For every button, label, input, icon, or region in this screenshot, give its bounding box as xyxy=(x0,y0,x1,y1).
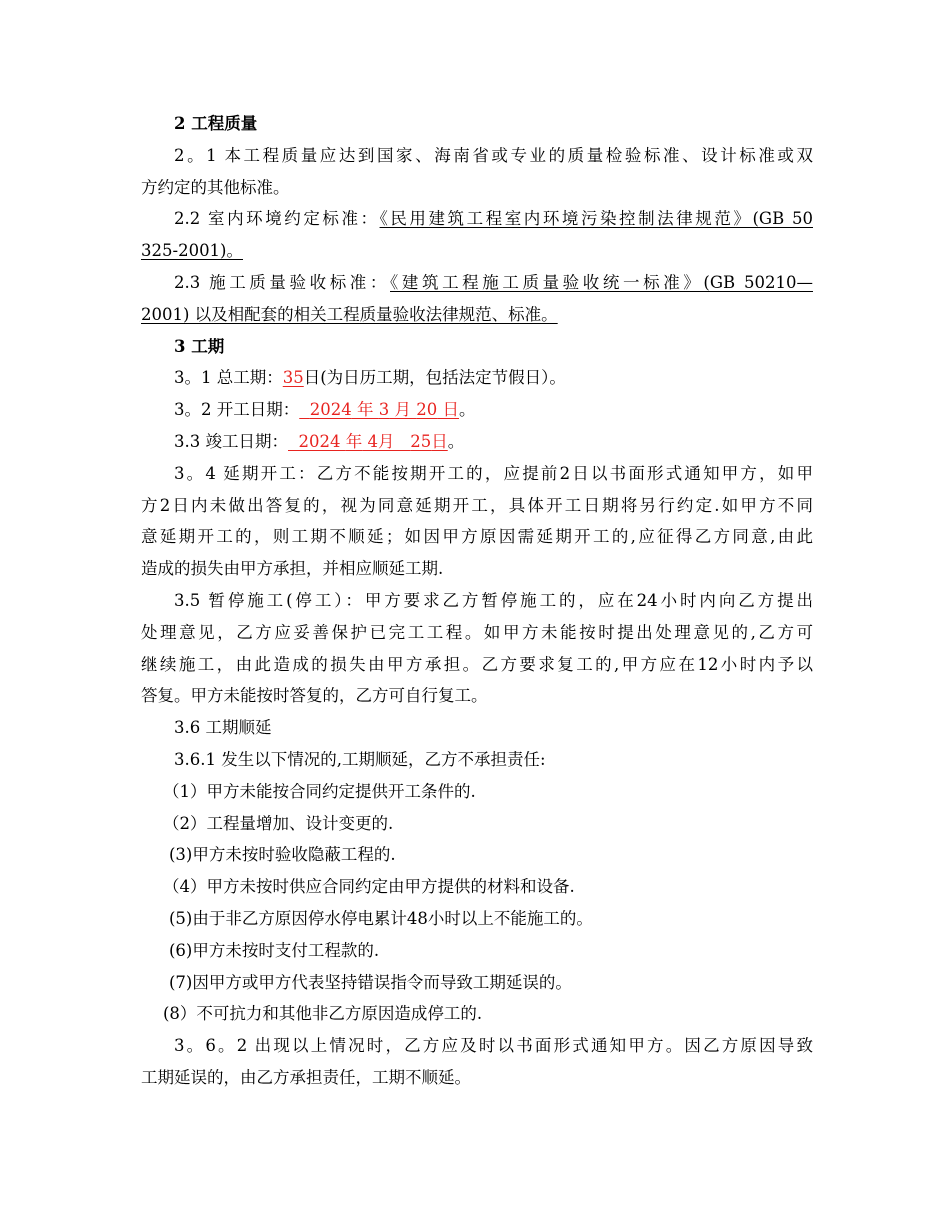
start-day: 20 xyxy=(416,400,438,420)
list-item-4: （4）甲方未按时供应合同约定由甲方提供的材料和设备. xyxy=(163,877,575,897)
list-item-2: （2）工程量增加、设计变更的. xyxy=(163,813,394,833)
clause-2-3-label: 2.3 施工质量验收标准： xyxy=(174,272,391,292)
list-item-5: (5)由于非乙方原因停水停电累计48小时以上不能施工的。 xyxy=(169,908,593,928)
clause-2-3-line2 xyxy=(141,299,813,331)
clause-3-6: 3.6 工期顺延 xyxy=(174,718,272,738)
clause-3-1 xyxy=(141,362,813,394)
end-year-unit: 年 xyxy=(345,431,363,451)
clause-3-6-1: 3.6.1 发生以下情况的,工期顺延，乙方不承担责任: xyxy=(174,749,546,769)
list-item-3: (3)甲方未按时验收隐蔽工程的. xyxy=(169,845,396,865)
list-item-8: (8）不可抗力和其他非乙方原因造成停工的. xyxy=(163,1004,483,1024)
start-month: 3 xyxy=(378,400,390,420)
end-month: 4 xyxy=(367,431,378,451)
start-year: 2024 xyxy=(309,400,352,420)
clause-2-1-line2: 方约定的其他标准。 xyxy=(141,177,290,197)
end-day: 25 xyxy=(410,431,432,451)
start-date-label: 3。2 开工日期： xyxy=(174,400,300,420)
end-year: 2024 xyxy=(298,431,341,451)
clause-3-4-line2: 方2日内未做出答复的，视为同意延期开工，具体开工日期将另行约定.如甲方不同 xyxy=(141,495,813,515)
end-date-period: 。 xyxy=(447,431,465,451)
clause-2-2-line2 xyxy=(141,235,813,267)
section-2-heading: 2 工程质量 xyxy=(174,114,258,133)
start-date-value xyxy=(299,400,459,419)
clause-2-3-line1 xyxy=(141,267,813,299)
clause-3-6-2-line2: 工期延误的，由乙方承担责任，工期不顺延。 xyxy=(141,1067,471,1087)
clause-2-1-line1: 2。1 本工程质量应达到国家、海南省或专业的质量检验标准、设计标准或双 xyxy=(174,145,813,165)
acceptance-standard-cont: 2001) 以及相配套的相关工程质量验收法律规范、标准。 xyxy=(141,304,558,324)
list-item-7: (7)因甲方或甲方代表坚持错误指令而导致工期延误的。 xyxy=(169,972,572,992)
clause-2-2-label: 2.2 室内环境约定标准： xyxy=(174,209,380,229)
end-month-unit: 月 xyxy=(378,431,395,451)
clause-3-5-line2: 处理意见，乙方应妥善保护已完工工程。如甲方未能按时提出处理意见的,乙方可 xyxy=(141,622,813,642)
end-date-value xyxy=(288,432,448,451)
clause-3-4-line3: 意延期开工的，则工期不顺延；如因甲方原因需延期开工的,应征得乙方同意,由此 xyxy=(141,527,813,547)
clause-3-1-rest: 日(为日历工期，包括法定节假日）。 xyxy=(303,368,566,388)
start-day-unit: 日 xyxy=(442,400,459,420)
end-day-unit: 日 xyxy=(431,431,448,451)
clause-3-6-2-line1: 3。6。2 出现以上情况时，乙方应及时以书面形式通知甲方。因乙方原因导致 xyxy=(174,1036,813,1056)
clause-3-1-label: 3。1 总工期： xyxy=(174,368,283,388)
section-3-heading: 3 工期 xyxy=(174,336,225,356)
clause-3-4-line1: 3。4 延期开工：乙方不能按期开工的，应提前2日以书面形式通知甲方，如甲 xyxy=(174,463,813,483)
clause-3-5-line1: 3.5 暂停施工(停工）：甲方要求乙方暂停施工的，应在24小时内向乙方提出 xyxy=(174,590,813,610)
start-month-unit: 月 xyxy=(394,400,411,420)
clause-3-5-line4: 答复。甲方未能按时答复的，乙方可自行复工。 xyxy=(141,686,488,706)
acceptance-standard: 《建筑工程施工质量验收统一标准》(GB 50210— xyxy=(390,272,813,292)
list-item-6: (6)甲方未按时支付工程款的. xyxy=(169,940,380,960)
indoor-env-standard: 《民用建筑工程室内环境污染控制法律规范》(GB 50 xyxy=(379,209,813,229)
clause-3-5-line3: 继续施工，由此造成的损失由甲方承担。乙方要求复工的,甲方应在12小时内予以 xyxy=(141,654,813,674)
start-year-unit: 年 xyxy=(357,400,374,420)
end-date-label: 3.3 竣工日期： xyxy=(174,431,288,451)
clause-3-2 xyxy=(141,394,813,426)
list-item-1: （1）甲方未能按合同约定提供开工条件的. xyxy=(163,781,476,801)
clause-2-2-line1 xyxy=(141,203,813,235)
clause-3-3 xyxy=(141,426,813,458)
total-duration-days: 35 xyxy=(282,368,304,388)
clause-3-4-line4: 造成的损失由甲方承担，并相应顺延工期. xyxy=(141,559,444,579)
contract-page xyxy=(141,108,813,1094)
indoor-env-standard-cont: 325-2001)。 xyxy=(141,241,243,261)
start-date-period: 。 xyxy=(459,400,476,420)
